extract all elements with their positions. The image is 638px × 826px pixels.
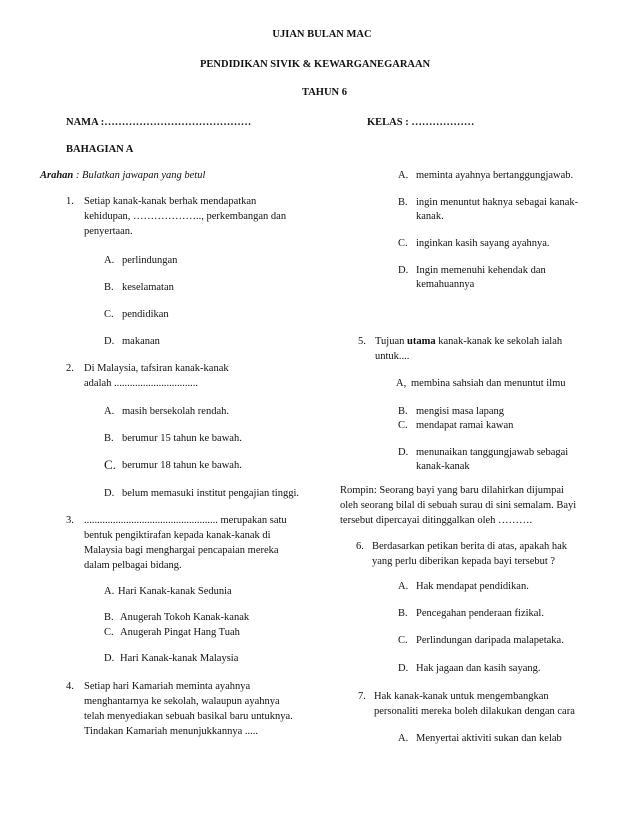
option-letter[interactable]: A, (396, 378, 407, 389)
option-letter[interactable]: D. (104, 488, 115, 499)
option-text[interactable]: Perlindungan daripada malapetaka. (416, 635, 564, 646)
question-text (375, 335, 562, 349)
option-text[interactable]: Hari Kanak-kanak Malaysia (120, 653, 239, 664)
class-field: KELAS : ……………… (367, 117, 475, 128)
option-letter[interactable]: D. (104, 653, 115, 664)
question-text: penyertaan. (84, 226, 133, 237)
question-text: yang perlu diberikan kepada bayi tersebut ? (372, 556, 556, 567)
question-number: 5. (358, 336, 366, 347)
subject-title: PENDIDIKAN SIVIK & KEWARGANEGARAAN (200, 59, 431, 70)
emphasis-word: utama (407, 336, 436, 347)
option-text[interactable]: mengisi masa lapang (416, 406, 505, 417)
option-text[interactable]: makanan (122, 336, 160, 347)
option-text[interactable]: menunaikan tanggungjawab sebagai kanak-kanak (416, 447, 569, 472)
section-heading: BAHAGIAN A (66, 144, 134, 155)
question-text: ................................................... merupakan satu (84, 515, 287, 526)
option-letter[interactable]: A. (104, 586, 115, 597)
option-text[interactable]: ingin menuntut haknya sebagai kanak-kanak. (416, 197, 579, 222)
option-letter[interactable]: C. (398, 420, 408, 431)
question-text: adalah ................................ (84, 378, 199, 389)
question-number: 7. (358, 691, 366, 702)
option-text[interactable]: pendidikan (122, 309, 169, 320)
option-text[interactable]: Hak mendapat pendidikan. (416, 581, 529, 592)
option-text[interactable]: Hari Kanak-kanak Sedunia (118, 586, 232, 597)
option-letter[interactable]: B. (104, 612, 114, 623)
option-letter[interactable]: C. (398, 635, 408, 646)
question-text: untuk.... (375, 351, 410, 362)
question-text: personaliti mereka boleh dilakukan dengan cara (374, 706, 575, 717)
question-text: Malaysia bagi menghargai pencapaian mereka (84, 545, 279, 556)
question-text-part: kanak-kanak ke sekolah ialah (435, 336, 563, 347)
option-letter[interactable]: A. (398, 733, 409, 744)
option-letter[interactable]: D. (398, 663, 409, 674)
option-text[interactable]: berumur 18 tahun ke bawah. (122, 460, 242, 471)
question-text: Tindakan Kamariah menunjukkannya ..... (84, 726, 258, 737)
grade-title: TAHUN 6 (302, 87, 348, 98)
question-number: 2. (66, 363, 74, 374)
question-text: Setiap kanak-kanak berhak mendapatkan (84, 196, 257, 207)
option-letter[interactable]: A. (104, 406, 115, 417)
option-text[interactable]: berumur 15 tahun ke bawah. (122, 433, 242, 444)
passage-line: tersebut dipercayai ditinggalkan oleh ………. (340, 515, 533, 526)
question-number: 4. (66, 681, 74, 692)
question-text: menghantarnya ke sekolah, walaupun ayahnya (84, 696, 280, 707)
question-text-part: Tujuan (375, 336, 407, 347)
option-text[interactable]: belum memasuki institut pengajian tinggi. (122, 488, 300, 499)
option-text[interactable]: Pencegahan penderaan fizikal. (416, 608, 544, 619)
question-number: 1. (66, 196, 74, 207)
option-letter[interactable]: B. (104, 282, 114, 293)
option-text[interactable]: keselamatan (122, 282, 174, 293)
option-text[interactable]: Anugerah Pingat Hang Tuah (120, 627, 240, 638)
question-number: 6. (356, 541, 364, 552)
option-text[interactable]: Hak jagaan dan kasih sayang. (416, 663, 541, 674)
option-letter[interactable]: A. (104, 255, 115, 266)
option-letter[interactable]: C. (104, 457, 116, 472)
instruction (40, 169, 205, 183)
option-text[interactable]: perlindungan (122, 255, 178, 266)
name-field: NAMA :…………………………………… (66, 117, 252, 128)
option-letter[interactable]: C. (398, 238, 408, 249)
option-text[interactable]: meminta ayahnya bertanggungjawab. (416, 170, 574, 181)
instruction-text: : Bulatkan jawapan yang betul (73, 170, 206, 181)
question-text: dalam pelbagai bidang. (84, 560, 182, 571)
option-text[interactable]: membina sahsiah dan menuntut ilmu (411, 378, 566, 389)
option-text[interactable]: Anugerah Tokoh Kanak-kanak (120, 612, 250, 623)
option-text[interactable]: inginkan kasih sayang ayahnya. (416, 238, 550, 249)
question-number: 3. (66, 515, 74, 526)
option-letter[interactable]: C. (104, 309, 114, 320)
question-text: Setiap hari Kamariah meminta ayahnya (84, 681, 251, 692)
option-text[interactable]: Ingin memenuhi kehendak dan kemahuannya (416, 265, 546, 290)
option-letter[interactable]: B. (104, 433, 114, 444)
option-letter[interactable]: D. (104, 336, 115, 347)
question-text: kehidupan, ……………….., perkembangan dan (84, 211, 287, 222)
question-text: telah menyediakan sebuah basikal baru untuknya. (84, 711, 293, 722)
option-letter[interactable]: B. (398, 197, 408, 208)
instruction-label: Arahan (40, 170, 74, 181)
option-text[interactable]: mendapat ramai kawan (416, 420, 514, 431)
option-letter[interactable]: D. (398, 265, 409, 276)
option-letter[interactable]: A. (398, 170, 409, 181)
option-letter[interactable]: D. (398, 447, 409, 458)
question-text: bentuk pengiktirafan kepada kanak-kanak di (84, 530, 271, 541)
option-letter[interactable]: B. (398, 406, 408, 417)
exam-title: UJIAN BULAN MAC (272, 29, 372, 40)
question-text: Di Malaysia, tafsiran kanak-kanak (84, 363, 229, 374)
option-text[interactable]: masih bersekolah rendah. (122, 406, 230, 417)
option-letter[interactable]: B. (398, 608, 408, 619)
option-letter[interactable]: A. (398, 581, 409, 592)
passage-line: oleh seorang bilal di sebuah surau di sini semalam. Bayi (340, 500, 577, 511)
option-text[interactable]: Menyertai aktiviti sukan dan kelab (416, 733, 562, 744)
question-text: Berdasarkan petikan berita di atas, apakah hak (372, 541, 568, 552)
passage-line: Rompin: Seorang bayi yang baru dilahirkan dijumpai (340, 485, 564, 496)
option-letter[interactable]: C. (104, 627, 114, 638)
question-text: Hak kanak-kanak untuk mengembangkan (374, 691, 549, 702)
